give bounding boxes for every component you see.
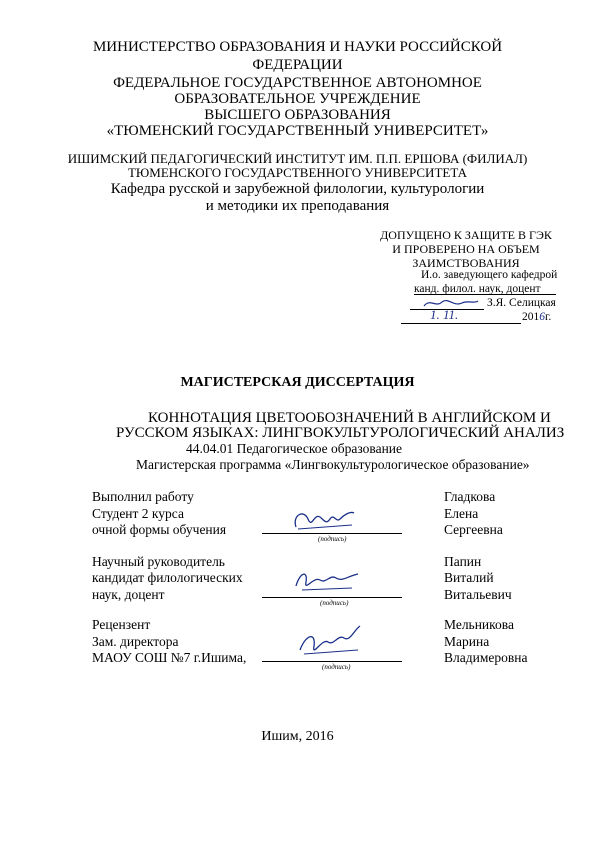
supervisor-name-line-2: Виталий bbox=[444, 570, 494, 585]
department-line-1: Кафедра русской и зарубежной филологии, культурологии bbox=[110, 181, 485, 197]
ministry-line-1: МИНИСТЕРСТВО ОБРАЗОВАНИЯ И НАУКИ РОССИЙСКОЙ bbox=[92, 39, 503, 55]
approval-line-1: ДОПУЩЕНО К ЗАЩИТЕ В ГЭК bbox=[380, 228, 552, 242]
place-year: Ишим, 2016 bbox=[261, 729, 334, 744]
student-role-line-2: Студент 2 курса bbox=[92, 506, 184, 521]
ministry-line-4: ОБРАЗОВАТЕЛЬНОЕ УЧРЕЖДЕНИЕ bbox=[174, 91, 421, 107]
approval-line-3: ЗАИМСТВОВАНИЯ bbox=[412, 256, 520, 270]
reviewer-signature-caption: (подпись) bbox=[322, 663, 351, 671]
student-name-line-2: Елена bbox=[444, 506, 479, 521]
ministry-line-6: «ТЮМЕНСКИЙ ГОСУДАРСТВЕННЫЙ УНИВЕРСИТЕТ» bbox=[106, 123, 489, 139]
approval-date-handwritten: 1. 11. bbox=[430, 307, 459, 322]
supervisor-signature-caption: (подпись) bbox=[320, 599, 349, 607]
approval-degree: канд. филол. наук, доцент bbox=[414, 283, 541, 295]
supervisor-role-line-2: кандидат филологических bbox=[92, 570, 243, 585]
student-signature-caption: (подпись) bbox=[318, 535, 347, 543]
reviewer-signature bbox=[296, 624, 366, 664]
supervisor-signature-line bbox=[262, 597, 402, 598]
document-type: МАГИСТЕРСКАЯ ДИССЕРТАЦИЯ bbox=[180, 375, 415, 390]
reviewer-name-line-3: Владимеровна bbox=[444, 650, 528, 665]
student-signature bbox=[290, 505, 360, 535]
supervisor-signature bbox=[292, 566, 362, 596]
institute-line-2: ТЮМЕНСКОГО ГОСУДАРСТВЕННОГО УНИВЕРСИТЕТА bbox=[127, 165, 468, 180]
student-role-line-1: Выполнил работу bbox=[92, 489, 194, 504]
specialty-code: 44.04.01 Педагогическое образование bbox=[186, 441, 403, 456]
student-name-line-3: Сергеевна bbox=[444, 522, 503, 537]
student-name-line-1: Гладкова bbox=[444, 489, 496, 504]
program-name: Магистерская программа «Лингвокультурологическое образование» bbox=[136, 457, 530, 472]
reviewer-name-line-2: Марина bbox=[444, 634, 490, 649]
approval-date-line bbox=[401, 323, 521, 324]
ministry-line-5: ВЫСШЕГО ОБРАЗОВАНИЯ bbox=[204, 107, 391, 123]
supervisor-name-line-3: Витальевич bbox=[444, 587, 512, 602]
reviewer-signature-line bbox=[262, 661, 402, 662]
approval-line-2: И ПРОВЕРЕНО НА ОБЪЕМ bbox=[392, 242, 540, 256]
approval-position: И.о. заведующего кафедрой bbox=[421, 269, 558, 281]
approval-year: 2016г. bbox=[522, 311, 552, 323]
supervisor-role-line-1: Научный руководитель bbox=[92, 554, 225, 569]
department-line-2: и методики их преподавания bbox=[205, 198, 390, 214]
reviewer-role-line-1: Рецензент bbox=[92, 617, 151, 632]
student-role-line-3: очной формы обучения bbox=[92, 522, 227, 537]
reviewer-role-line-2: Зам. директора bbox=[92, 634, 179, 649]
ministry-line-3: ФЕДЕРАЛЬНОЕ ГОСУДАРСТВЕННОЕ АВТОНОМНОЕ bbox=[113, 75, 482, 91]
reviewer-role-line-3: МАОУ СОШ №7 г.Ишима, bbox=[92, 650, 247, 665]
institute-line-1: ИШИМСКИЙ ПЕДАГОГИЧЕСКИЙ ИНСТИТУТ ИМ. П.П. ЕРШОВА (ФИЛИАЛ) bbox=[67, 151, 528, 166]
approval-name: З.Я. Селицкая bbox=[487, 297, 556, 309]
topic-line-2: РУССКОМ ЯЗЫКАХ: ЛИНГВОКУЛЬТУРОЛОГИЧЕСКИЙ АНАЛИЗ bbox=[116, 425, 565, 441]
student-signature-line bbox=[262, 533, 402, 534]
topic-line-1: КОННОТАЦИЯ ЦВЕТООБОЗНАЧЕНИЙ В АНГЛИЙСКОМ И bbox=[148, 410, 551, 426]
ministry-line-2: ФЕДЕРАЦИИ bbox=[252, 57, 343, 73]
supervisor-role-line-3: наук, доцент bbox=[92, 587, 165, 602]
reviewer-name-line-1: Мельникова bbox=[444, 617, 514, 632]
supervisor-name-line-1: Папин bbox=[444, 554, 482, 569]
